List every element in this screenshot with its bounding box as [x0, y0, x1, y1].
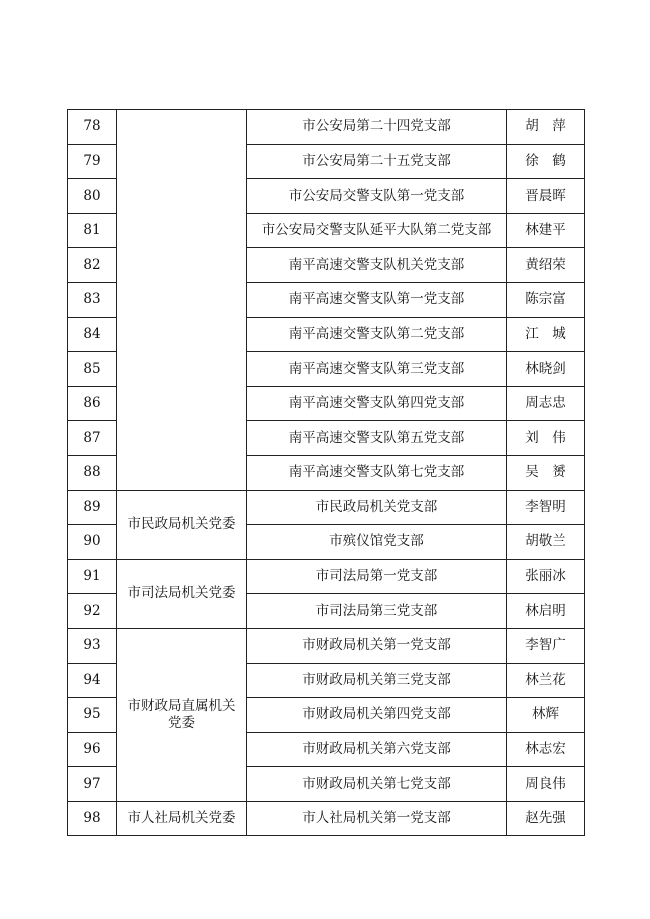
secretary-name: 林启明	[507, 594, 585, 629]
table-row	[68, 490, 585, 525]
branch-name: 市公安局交警支队第一党支部	[247, 179, 507, 214]
secretary-name: 黄绍荣	[507, 248, 585, 283]
branch-name: 南平高速交警支队机关党支部	[247, 248, 507, 283]
row-number: 79	[68, 144, 117, 179]
branch-name: 市司法局第一党支部	[247, 559, 507, 594]
branch-name: 南平高速交警支队第一党支部	[247, 282, 507, 317]
row-number: 98	[68, 801, 117, 836]
secretary-name: 吴 赟	[507, 455, 585, 490]
row-number: 78	[68, 110, 117, 145]
unit-name: 市财政局直属机关党委	[127, 698, 236, 731]
row-number: 83	[68, 282, 117, 317]
secretary-name: 刘 伟	[507, 421, 585, 456]
unit-name: 市民政局机关党委	[127, 516, 236, 533]
branch-name: 市财政局机关第一党支部	[247, 628, 507, 663]
branch-name: 市人社局机关第一党支部	[247, 801, 507, 836]
row-number: 96	[68, 732, 117, 767]
unit-cell	[117, 110, 247, 491]
branch-name: 市公安局第二十四党支部	[247, 110, 507, 145]
row-number: 84	[68, 317, 117, 352]
row-number: 92	[68, 594, 117, 629]
unit-cell	[117, 559, 247, 628]
table-row	[68, 110, 585, 145]
secretary-name: 张丽冰	[507, 559, 585, 594]
secretary-name: 李智广	[507, 628, 585, 663]
table-row	[68, 628, 585, 663]
row-number: 87	[68, 421, 117, 456]
row-number: 91	[68, 559, 117, 594]
branch-name: 南平高速交警支队第二党支部	[247, 317, 507, 352]
secretary-name: 林晓剑	[507, 352, 585, 387]
unit-name: 市司法局机关党委	[127, 585, 236, 602]
branch-name: 市财政局机关第四党支部	[247, 698, 507, 733]
branch-name: 市财政局机关第七党支部	[247, 767, 507, 802]
branch-name: 市殡仪馆党支部	[247, 525, 507, 560]
secretary-name: 徐 鹤	[507, 144, 585, 179]
secretary-name: 胡 萍	[507, 110, 585, 145]
secretary-name: 晋晨晖	[507, 179, 585, 214]
row-number: 80	[68, 179, 117, 214]
branch-table	[67, 109, 585, 836]
branch-name: 南平高速交警支队第三党支部	[247, 352, 507, 387]
table-row	[68, 559, 585, 594]
branch-name: 南平高速交警支队第四党支部	[247, 386, 507, 421]
secretary-name: 陈宗富	[507, 282, 585, 317]
secretary-name: 林辉	[507, 698, 585, 733]
branch-name: 市财政局机关第三党支部	[247, 663, 507, 698]
unit-cell	[117, 490, 247, 559]
row-number: 94	[68, 663, 117, 698]
branch-name: 南平高速交警支队第五党支部	[247, 421, 507, 456]
unit-name: 市人社局机关党委	[127, 810, 236, 827]
table-row	[68, 801, 585, 836]
secretary-name: 周良伟	[507, 767, 585, 802]
row-number: 89	[68, 490, 117, 525]
branch-name: 南平高速交警支队第七党支部	[247, 455, 507, 490]
secretary-name: 林建平	[507, 213, 585, 248]
row-number: 97	[68, 767, 117, 802]
branch-name: 市公安局第二十五党支部	[247, 144, 507, 179]
secretary-name: 李智明	[507, 490, 585, 525]
row-number: 86	[68, 386, 117, 421]
row-number: 81	[68, 213, 117, 248]
secretary-name: 江 城	[507, 317, 585, 352]
row-number: 82	[68, 248, 117, 283]
secretary-name: 赵先强	[507, 801, 585, 836]
row-number: 85	[68, 352, 117, 387]
secretary-name: 林志宏	[507, 732, 585, 767]
unit-cell	[117, 801, 247, 836]
unit-cell	[117, 628, 247, 801]
row-number: 88	[68, 455, 117, 490]
row-number: 93	[68, 628, 117, 663]
branch-name: 市财政局机关第六党支部	[247, 732, 507, 767]
secretary-name: 胡敬兰	[507, 525, 585, 560]
branch-name: 市司法局第三党支部	[247, 594, 507, 629]
row-number: 90	[68, 525, 117, 560]
branch-name: 市民政局机关党支部	[247, 490, 507, 525]
secretary-name: 林兰花	[507, 663, 585, 698]
row-number: 95	[68, 698, 117, 733]
table-body	[68, 110, 585, 836]
branch-name: 市公安局交警支队延平大队第二党支部	[247, 213, 507, 248]
secretary-name: 周志忠	[507, 386, 585, 421]
